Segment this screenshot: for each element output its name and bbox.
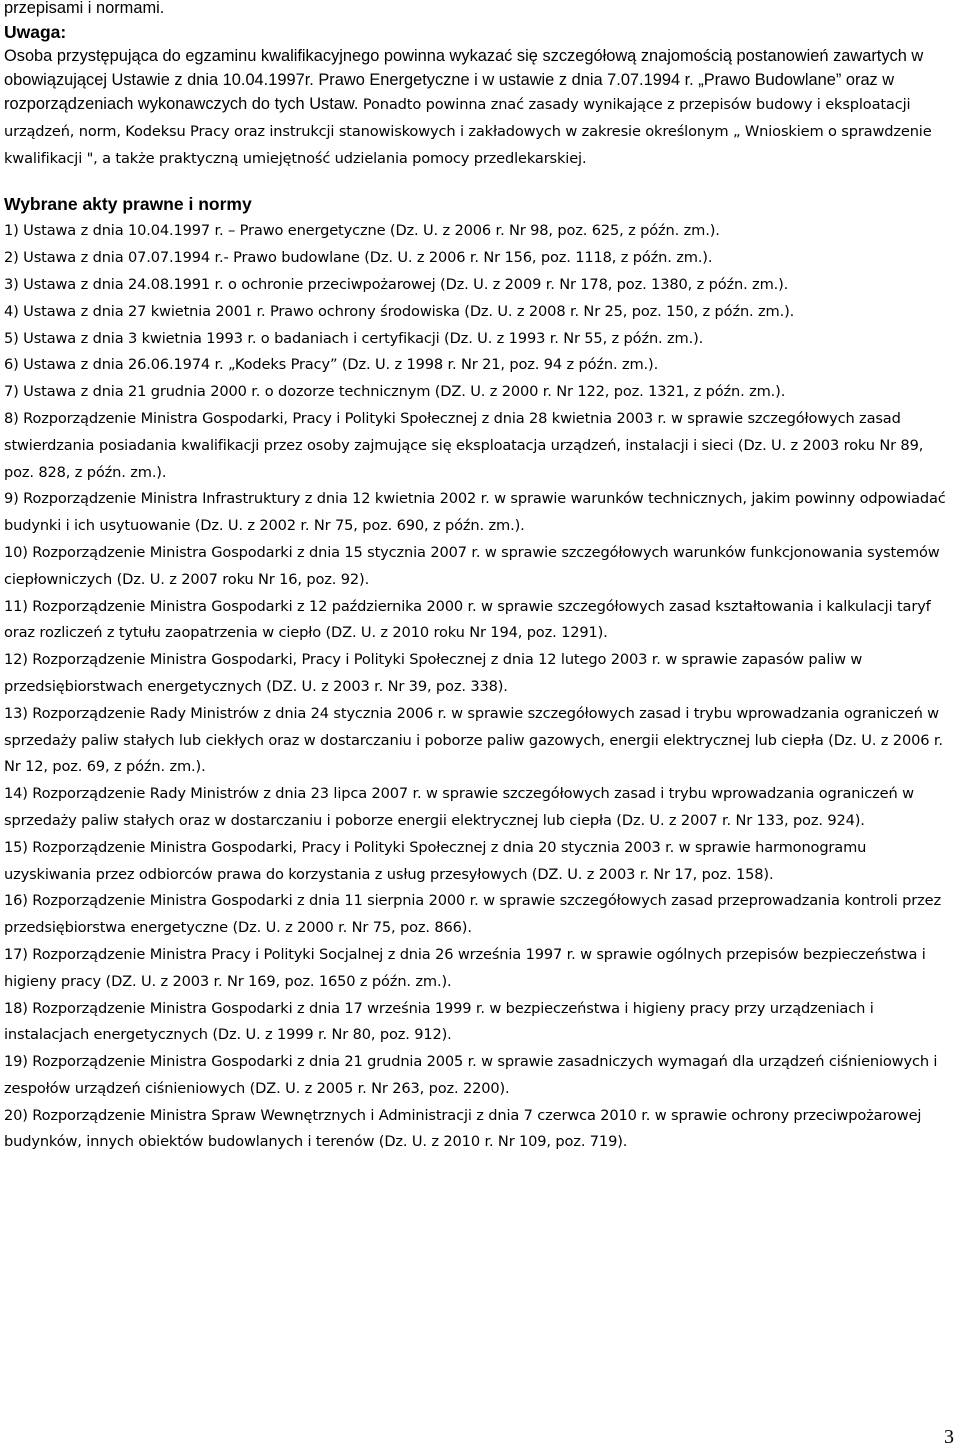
acts-list	[4, 218, 956, 1156]
acts-heading: Wybrane akty prawne i normy	[4, 194, 252, 215]
continuation-line: przepisami i normami.	[4, 0, 165, 17]
document-page	[4, 0, 956, 1156]
act-item: 9) Rozporządzenie Ministra Infrastruktury z dnia 12 kwietnia 2002 r. w sprawie warunków technicznych, jakim powinny odpowiadać budynki i ich usytuowanie (Dz. U. z 2002 r. Nr 75, poz. 690, z późn. zm.).	[4, 490, 946, 535]
note-heading: Uwaga:	[4, 22, 67, 42]
act-item: 14) Rozporządzenie Rady Ministrów z dnia 23 lipca 2007 r. w sprawie szczegółowych zasad i trybu wprowadzania ograniczeń w sprzedaży paliw stałych oraz w dostarczaniu i poborze energii elektrycznej lub ciepła (Dz. U. z 2007 r. Nr 133, poz. 924).	[4, 785, 914, 829]
act-item: 12) Rozporządzenie Ministra Gospodarki, Pracy i Polityki Społecznej z dnia 12 lutego 2003 r. w sprawie zapasów paliw w przedsiębiorstwach energetycznych (DZ. U. z 2003 r. Nr 39, poz. 338).	[4, 651, 863, 695]
act-item: 1) Ustawa z dnia 10.04.1997 r. – Prawo energetyczne (Dz. U. z 2006 r. Nr 98, poz. 625, z późn. zm.).	[4, 222, 720, 240]
act-item: 5) Ustawa z dnia 3 kwietnia 1993 r. o badaniach i certyfikacji (Dz. U. z 1993 r. Nr 55, z późn. zm.).	[4, 329, 704, 347]
act-item: 18) Rozporządzenie Ministra Gospodarki z dnia 17 września 1999 r. w bezpieczeństwa i higieny pracy przy urządzeniach i instalacjach energetycznych (Dz. U. z 1999 r. Nr 80, poz. 912).	[4, 999, 874, 1044]
act-item: 15) Rozporządzenie Ministra Gospodarki, Pracy i Polityki Społecznej z dnia 20 stycznia 2003 r. w sprawie harmonogramu uzyskiwania przez odbiorców prawa do korzystania z usług przesyłowych (DZ. U. z 2003 r. Nr 17, poz. 158).	[4, 838, 867, 883]
act-item: 17) Rozporządzenie Ministra Pracy i Polityki Socjalnej z dnia 26 września 1997 r. w sprawie ogólnych przepisów bezpieczeństwa i higieny pracy (DZ. U. z 2003 r. Nr 169, poz. 1650 z późn. zm.).	[4, 945, 926, 990]
act-item: 8) Rozporządzenie Ministra Gospodarki, Pracy i Polityki Społecznej z dnia 28 kwietnia 2003 r. w sprawie szczegółowych zasad stwierdzania posiadania kwalifikacji przez osoby zajmujące się eksploatacja urządzeń, instalacji i sieci (Dz. U. z 2003 roku Nr 89, poz. 828, z późn. zm.).	[4, 409, 924, 481]
note-arial-text: Osoba przystępująca do egzaminu kwalifikacyjnego powinna wykazać się szczegółową znajomością postanowień zawartych w obowiązującej Ustawie z dnia 10.04.1997r. Prawo Energetyczne i w ustawie z dnia 7.07.1994 r. „Prawo Budowlane” oraz w rozporządzeniach wykonawczych do tych Ustaw.	[4, 47, 924, 113]
note-calibri-text: Ponadto powinna znać zasady wynikające z przepisów budowy i eksploatacji urządzeń, norm, Kodeksu Pracy oraz instrukcji stanowiskowych i zakładowych w zakresie określonym „ Wnioskiem o sprawdzenie kwalifikacji ", a także praktyczną umiejętność udzielania pomocy przedlekarskiej.	[4, 96, 932, 167]
act-item: 16) Rozporządzenie Ministra Gospodarki z dnia 11 sierpnia 2000 r. w sprawie szczegółowych zasad przeprowadzania kontroli przez przedsiębiorstwa energetyczne (Dz. U. z 2000 r. Nr 75, poz. 866).	[4, 892, 941, 937]
page-number: 3	[944, 1426, 954, 1448]
act-item: 11) Rozporządzenie Ministra Gospodarki z 12 października 2000 r. w sprawie szczegółowych zasad kształtowania i kalkulacji taryf oraz rozliczeń z tytułu zaopatrzenia w ciepło (DZ. U. z 2010 roku Nr 194, poz. 1291).	[4, 597, 931, 642]
act-item: 20) Rozporządzenie Ministra Spraw Wewnętrznych i Administracji z dnia 7 czerwca 2010 r. w sprawie ochrony przeciwpożarowej budynków, innych obiektów budowlanych i terenów (Dz. U. z 2010 r. Nr 109, poz. 719).	[4, 1106, 922, 1151]
act-item: 4) Ustawa z dnia 27 kwietnia 2001 r. Prawo ochrony środowiska (Dz. U. z 2008 r. Nr 25, poz. 150, z późn. zm.).	[4, 302, 795, 320]
note-paragraph	[4, 44, 956, 172]
act-item: 13) Rozporządzenie Rady Ministrów z dnia 24 stycznia 2006 r. w sprawie szczegółowych zasad i trybu wprowadzania ograniczeń w sprzedaży paliw stałych lub ciekłych oraz w dostarczaniu i poborze paliw gazowych, energii elektrycznej lub ciepła (Dz. U. z 2006 r. Nr 12, poz. 69, z późn. zm.).	[4, 704, 943, 776]
act-item: 3) Ustawa z dnia 24.08.1991 r. o ochronie przeciwpożarowej (Dz. U. z 2009 r. Nr 178, poz. 1380, z późn. zm.).	[4, 275, 789, 293]
act-item: 19) Rozporządzenie Ministra Gospodarki z dnia 21 grudnia 2005 r. w sprawie zasadniczych wymagań dla urządzeń ciśnieniowych i zespołów urządzeń ciśnieniowych (DZ. U. z 2005 r. Nr 263, poz. 2200).	[4, 1053, 938, 1097]
act-item: 7) Ustawa z dnia 21 grudnia 2000 r. o dozorze technicznym (DZ. U. z 2000 r. Nr 122, poz. 1321, z późn. zm.).	[4, 383, 786, 401]
act-item: 2) Ustawa z dnia 07.07.1994 r.- Prawo budowlane (Dz. U. z 2006 r. Nr 156, poz. 1118, z późn. zm.).	[4, 249, 713, 267]
act-item: 10) Rozporządzenie Ministra Gospodarki z dnia 15 stycznia 2007 r. w sprawie szczegółowych warunków funkcjonowania systemów ciepłowniczych (Dz. U. z 2007 roku Nr 16, poz. 92).	[4, 543, 940, 588]
act-item: 6) Ustawa z dnia 26.06.1974 r. „Kodeks Pracy” (Dz. U. z 1998 r. Nr 21, poz. 94 z późn. zm.).	[4, 356, 659, 374]
